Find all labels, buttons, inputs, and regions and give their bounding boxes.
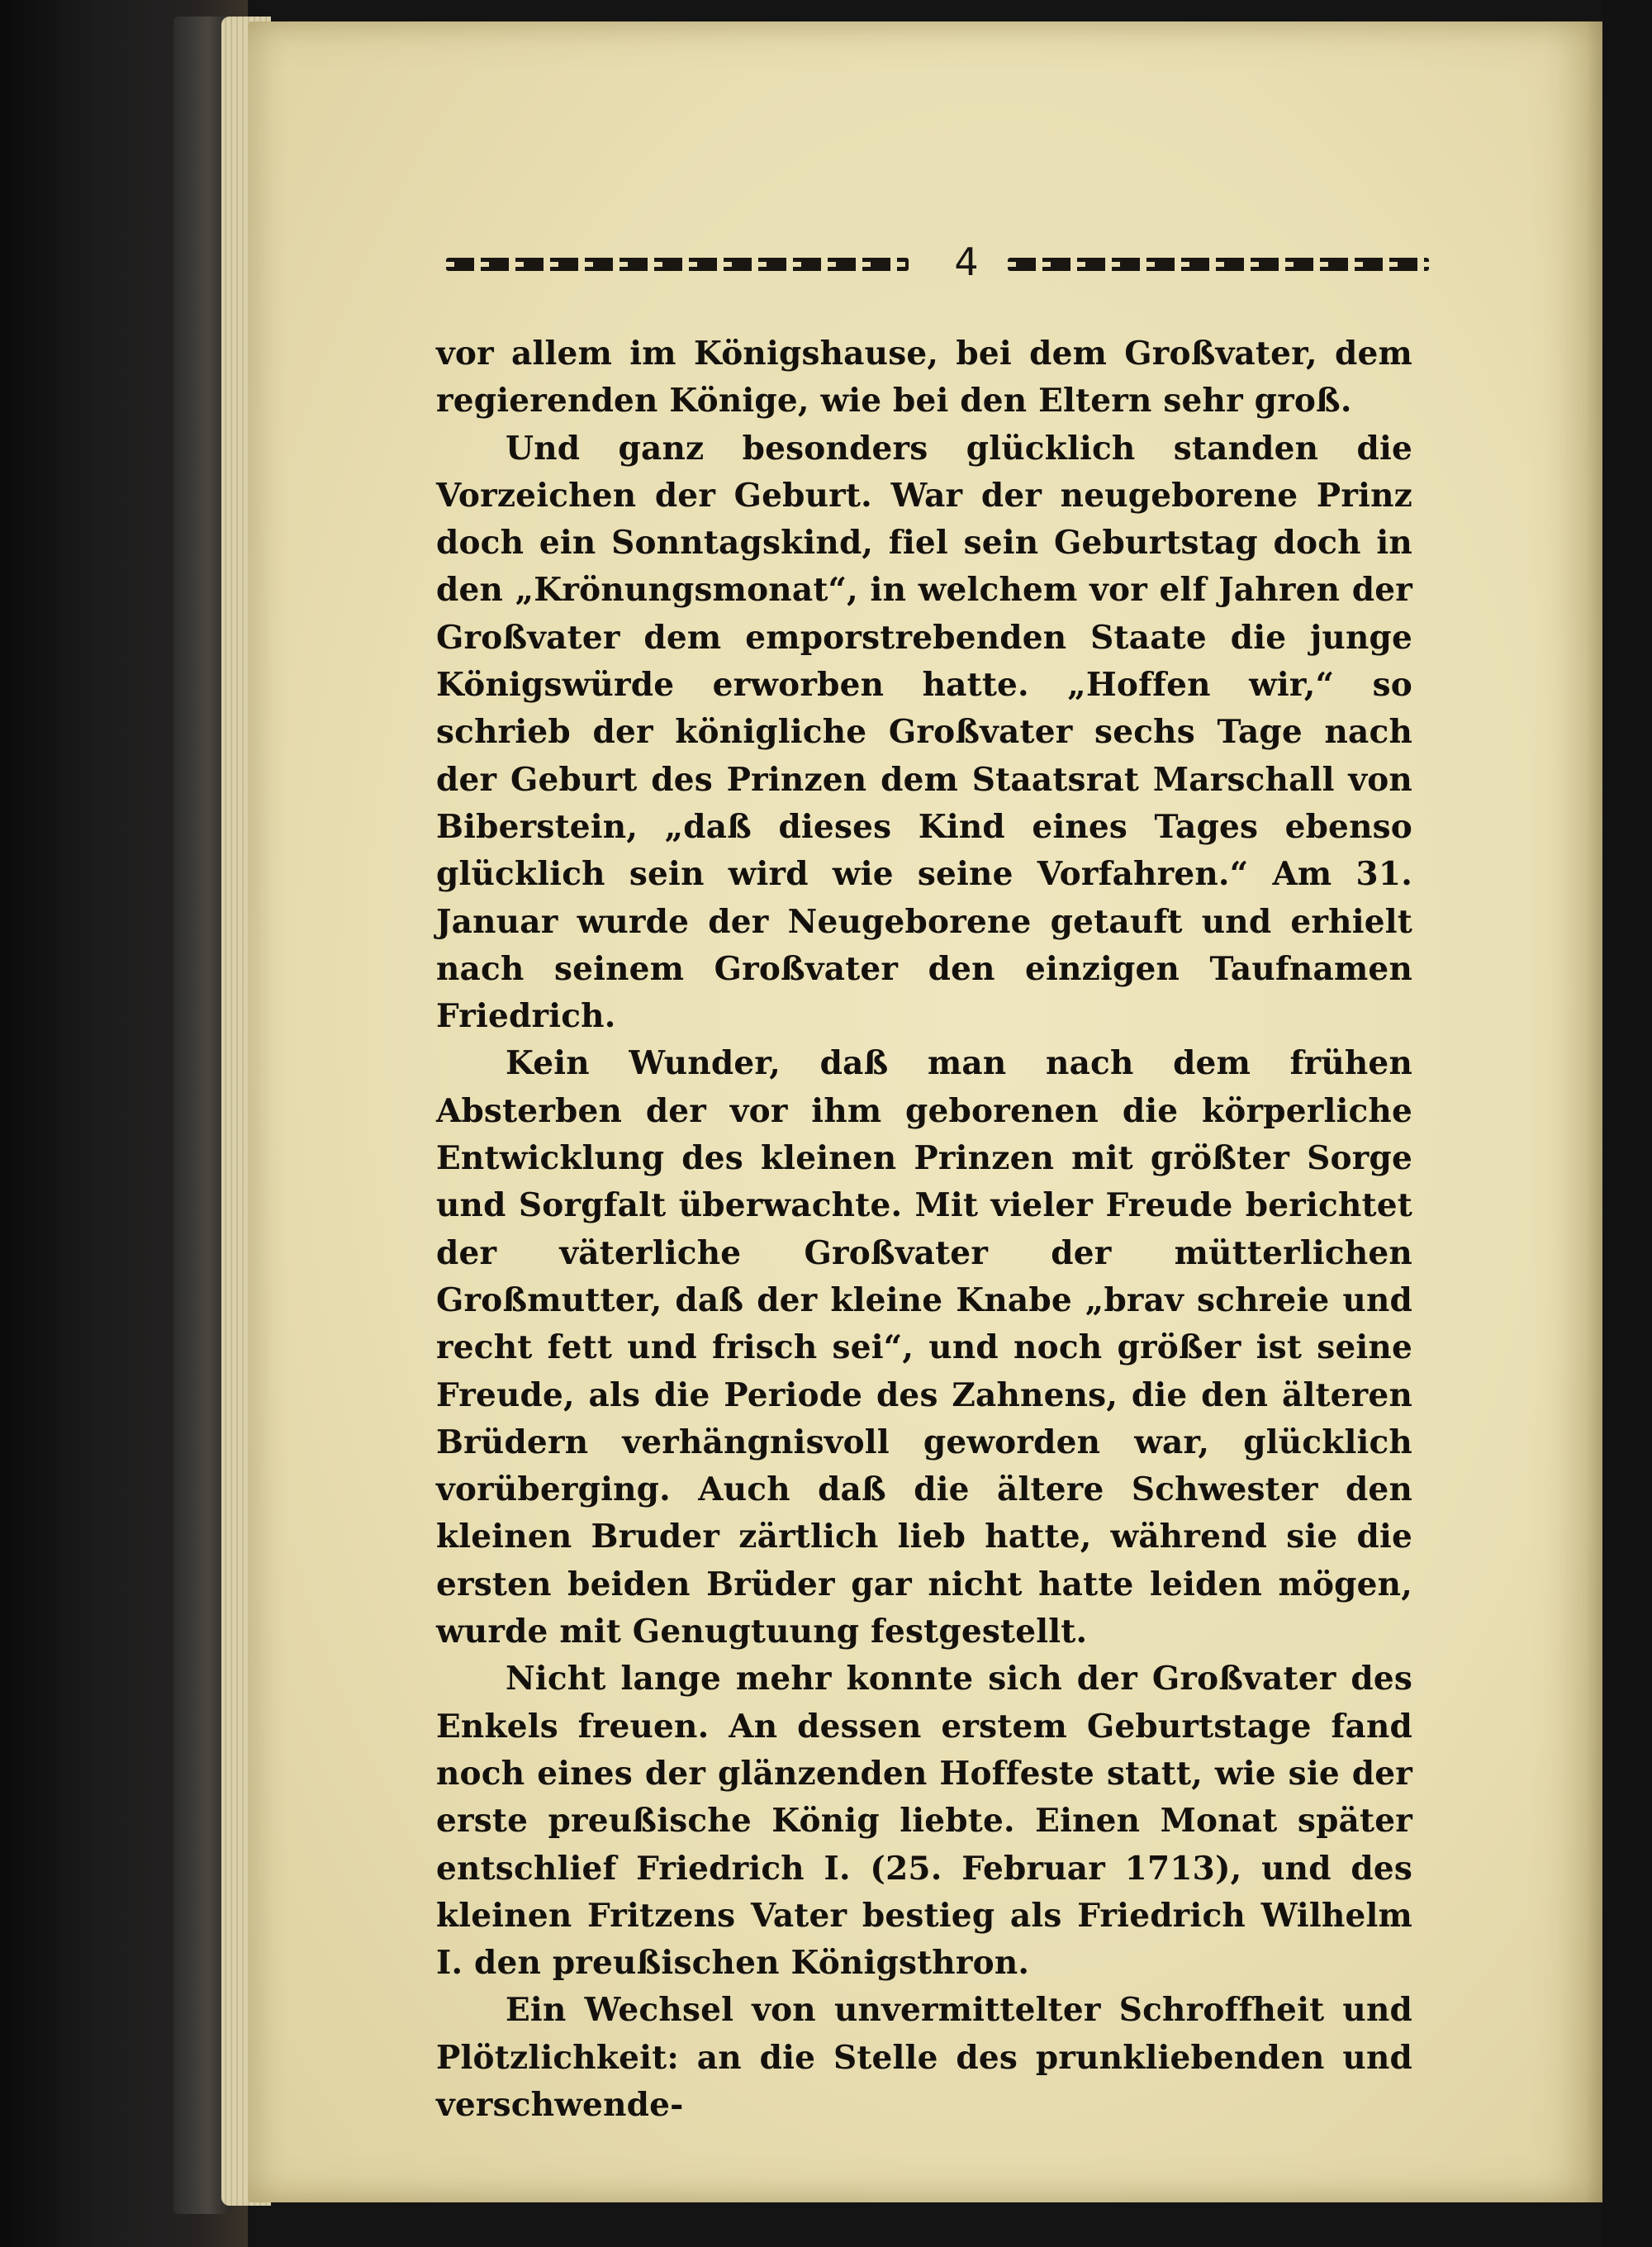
- paragraph: Nicht lange mehr konnte sich der Großvater des Enkels freuen. An dessen erstem Geburtstage fand noch eines der glänzenden Hoffeste statt, wie sie der erste preußische König liebte. Einen Monat später entschlief Friedrich I. (25. Februar 1713), und des kleinen Fritzens Vater bestieg als Friedrich Wilhelm I. den preußischen Königsthron.: [436, 1660, 1412, 1983]
- header-ornament-left: [446, 258, 909, 271]
- background-right: [1602, 0, 1652, 2247]
- paragraph: vor allem im Königshause, bei dem Großvater, dem regierenden Könige, wie bei den Eltern sehr groß.: [436, 335, 1412, 420]
- page-body-text: [436, 330, 1412, 2129]
- page-header: [446, 240, 1429, 289]
- page-number: 4: [954, 240, 979, 284]
- paragraph: Kein Wunder, daß man nach dem frühen Absterben der vor ihm geborenen die körperliche Entwicklung des kleinen Prinzen mit größter Sorge und Sorgfalt überwachte. Mit vieler Freude berichtet der väterliche Großvater der mütterlichen Großmutter, daß der kleine Knabe „brav schreie und recht fett und frisch sei“, und noch größer ist seine Freude, als die Periode des Zahnens, die den älteren Brüdern verhängnisvoll geworden war, glücklich vorüberging. Auch daß die ältere Schwester den kleinen Bruder zärtlich lieb hatte, während sie die ersten beiden Brüder gar nicht hatte leiden mögen, wurde mit Genugtuung festgestellt.: [436, 1044, 1412, 1651]
- paragraph: Ein Wechsel von unvermittelter Schroffheit und Plötzlichkeit: an die Stelle des prunkliebenden und verschwende-: [436, 1991, 1412, 2124]
- paragraph: Und ganz besonders glücklich standen die Vorzeichen der Geburt. War der neugeborene Prinz doch ein Sonntagskind, fiel sein Geburtstag doch in den „Krönungsmonat“, in welchem vor elf Jahren der Großvater dem emporstrebenden Staate die junge Königswürde erworben hatte. „Hoffen wir,“ so schrieb der königliche Großvater sechs Tage nach der Geburt des Prinzen dem Staatsrat Marschall von Biberstein, „daß dieses Kind eines Tages ebenso glücklich sein wird wie seine Vorfahren.“ Am 31. Januar wurde der Neugeborene getauft und erhielt nach seinem Großvater den einzigen Taufnamen Friedrich.: [436, 429, 1412, 1036]
- header-ornament-right: [1008, 258, 1429, 271]
